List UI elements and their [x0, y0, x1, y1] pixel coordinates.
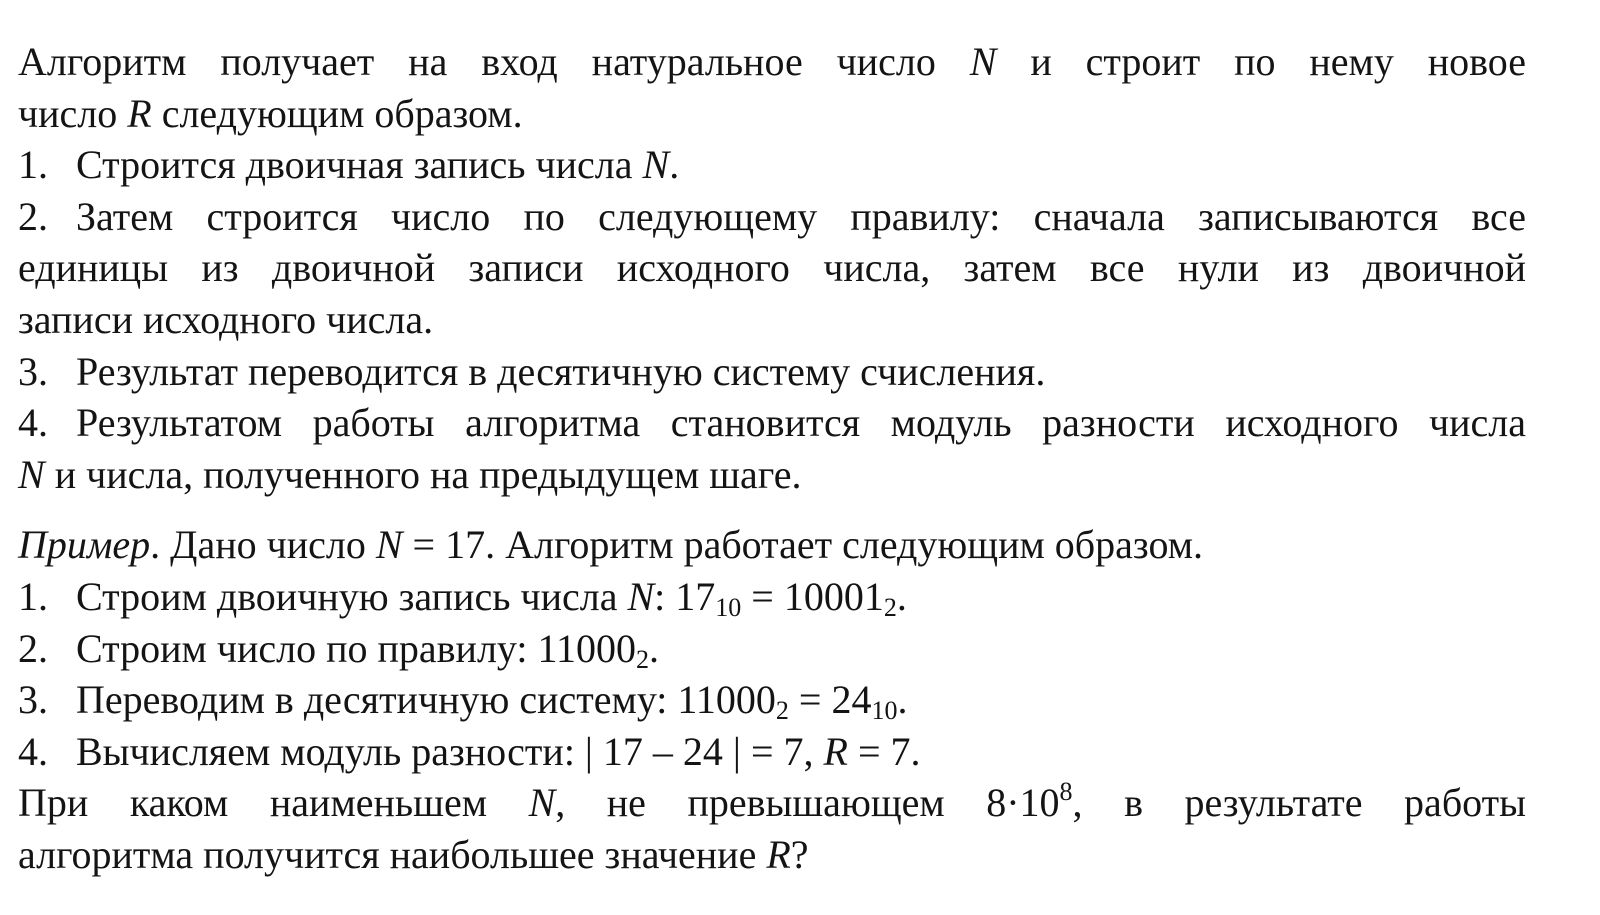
step-number: 3.: [18, 677, 48, 723]
example-intro: [18, 519, 1526, 571]
variable: N: [969, 39, 997, 84]
question-line-1: [18, 777, 1526, 829]
text: ?: [790, 831, 809, 877]
variable: R: [823, 728, 848, 774]
variable: N: [375, 522, 403, 568]
text: .: [649, 625, 659, 671]
variable: N: [18, 451, 45, 497]
text: Результат переводится в десятичную систему счисления.: [76, 348, 1046, 394]
subscript: 2: [775, 696, 789, 726]
text: следующим образом.: [161, 90, 523, 136]
text: Строится двоичная запись числа: [76, 142, 633, 188]
problem-text: [18, 36, 1526, 881]
example-step-4: [18, 726, 1526, 778]
text: .: [669, 142, 680, 188]
step-number: 2.: [18, 625, 48, 671]
step-number: 3.: [18, 348, 48, 394]
example-label: Пример: [18, 522, 151, 568]
step-number: 1.: [18, 142, 48, 188]
step-number: 2.: [18, 193, 48, 239]
text: = 17. Алгоритм работает следующим образом.: [412, 522, 1204, 568]
step-3: [18, 346, 1526, 398]
intro-line-2: [18, 88, 1526, 140]
example-step-1: [18, 571, 1526, 623]
text: : 17: [654, 573, 716, 619]
text: Переводим в десятичную систему: 11000: [76, 677, 776, 723]
text: Результатом работы алгоритма становится модуль разности исходного числа: [76, 400, 1526, 446]
text: При каком наименьшем: [18, 780, 488, 826]
intro-line-1: [18, 36, 1526, 88]
text: Затем строится число по следующему правилу: сначала записываются все: [76, 193, 1526, 239]
superscript: 8: [1059, 777, 1073, 807]
example-step-3: [18, 674, 1526, 726]
text: .: [897, 677, 908, 723]
text: и числа, полученного на предыдущем шаге.: [54, 451, 802, 497]
step-number: 4.: [18, 728, 48, 774]
step-2-line-1: [18, 191, 1526, 243]
example-step-2: [18, 623, 1526, 675]
step-1: [18, 139, 1526, 191]
text: = 7.: [857, 728, 921, 774]
text: . Дано число: [150, 522, 366, 568]
text: Строим число по правилу: 11000: [76, 625, 636, 671]
text: Вычисляем модуль разности: | 17 – 24 | = 7,: [76, 728, 814, 774]
variable: R: [127, 90, 152, 136]
step-2-line-3: [18, 294, 1526, 346]
text: единицы из двоичной записи исходного числа, затем все нули из двоичной: [18, 245, 1526, 291]
variable: N: [528, 780, 556, 826]
text: , в результате работы: [1072, 780, 1526, 826]
text: число: [18, 90, 118, 136]
step-2-line-2: [18, 242, 1526, 294]
subscript: 2: [636, 644, 649, 674]
text: алгоритма получится наибольшее значение: [18, 831, 757, 877]
subscript: 10: [715, 592, 742, 622]
variable: R: [766, 831, 791, 877]
step-number: 1.: [18, 573, 48, 619]
subscript: 10: [871, 696, 898, 726]
question-line-2: [18, 829, 1526, 881]
step-number: 4.: [18, 400, 48, 446]
text: = 10001: [751, 573, 884, 619]
variable: N: [627, 573, 655, 619]
text: и строит по нему новое: [1030, 39, 1527, 84]
variable: N: [642, 142, 670, 188]
text: , не превышающем 8·10: [555, 780, 1060, 826]
subscript: 2: [883, 592, 897, 622]
step-4-line-2: [18, 449, 1526, 501]
text: = 24: [798, 677, 872, 723]
step-4-line-1: [18, 397, 1526, 449]
text: Алгоритм получает на вход натуральное число: [18, 39, 936, 84]
text: Строим двоичную запись числа: [76, 573, 618, 619]
text: .: [896, 573, 907, 619]
text: записи исходного числа.: [18, 296, 434, 342]
